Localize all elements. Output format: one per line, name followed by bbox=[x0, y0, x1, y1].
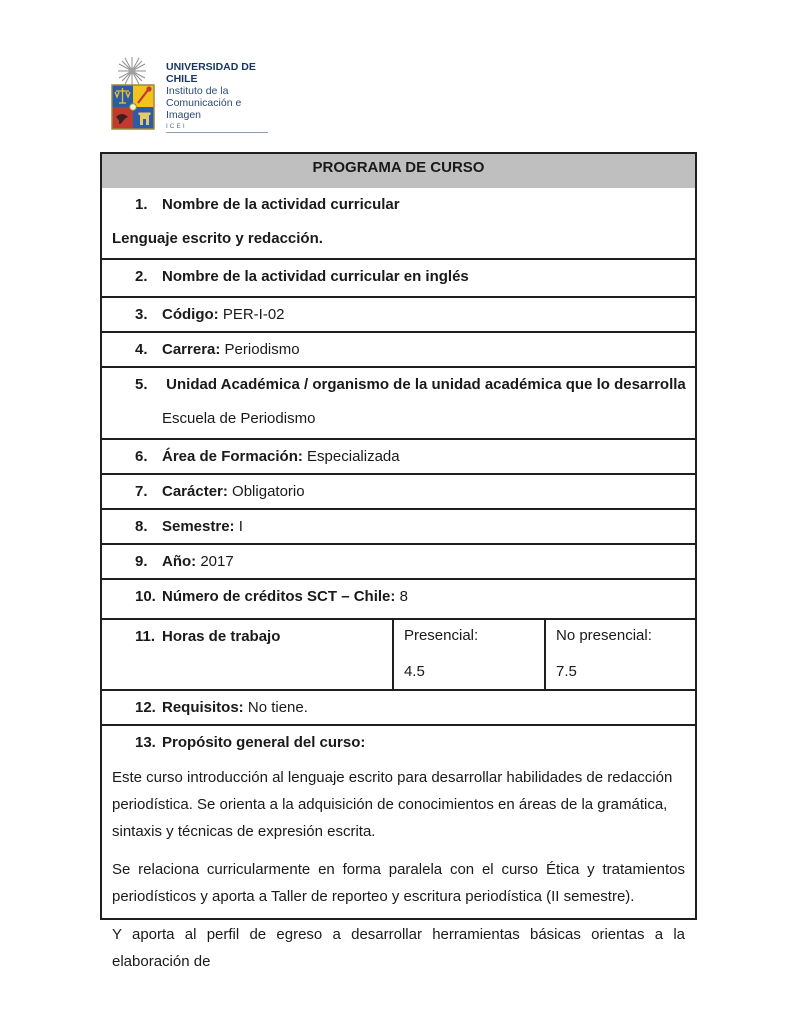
non-presential-hours: 7.5 bbox=[555, 663, 577, 680]
university-logo bbox=[110, 55, 268, 133]
sct-credits: 8 bbox=[399, 588, 408, 605]
row-area-formacion: 6. Área de Formación: Especializada bbox=[102, 438, 695, 473]
presential-hours-cell bbox=[392, 620, 544, 689]
university-crest-icon bbox=[110, 55, 158, 133]
non-presential-label: No presencial: bbox=[555, 627, 652, 644]
row-proposito-general: 13. Propósito general del curso: Este curso introducción al lenguaje escrito para desarrollar habilidades de redacción periodística. Se orienta a la adquisición de conocimientos en áreas de la gramática, sintaxis y técnicas de expresión escrita. Se relaciona curricularmente en forma paralela con el curso Ética y tratamientos periodísticos y aporta a Taller de reporteo y escritura periodística (II semestre). Y aporta al perfil de egreso a desarrollar herramientas básicas orientas a la elaboración de bbox=[102, 724, 695, 918]
logo-acronym: ICEI bbox=[166, 123, 187, 130]
career-name: Periodismo bbox=[224, 341, 300, 358]
row-requisitos: 12. Requisitos: No tiene. bbox=[102, 689, 695, 724]
row-nombre-actividad bbox=[102, 188, 695, 258]
course-name: Lenguaje escrito y redacción. bbox=[112, 230, 323, 247]
semester: I bbox=[238, 518, 243, 535]
work-hours-label-cell: 11. Horas de trabajo bbox=[135, 628, 281, 645]
course-code: PER-I-02 bbox=[222, 306, 285, 323]
non-presential-hours-cell bbox=[544, 620, 695, 689]
row-1-label: 1. Nombre de la actividad curricular bbox=[135, 196, 400, 213]
row-codigo: 3. Código: PER-I-02 bbox=[102, 296, 695, 331]
formation-area: Especializada bbox=[307, 448, 400, 465]
row-carrera: 4. Carrera: Periodismo bbox=[102, 331, 695, 366]
row-creditos: 10. Número de créditos SCT – Chile: 8 bbox=[102, 578, 695, 618]
year: 2017 bbox=[200, 553, 234, 570]
row-semestre: 8. Semestre: I bbox=[102, 508, 695, 543]
purpose-paragraph-2: Se relaciona curricularmente en forma paralela con el curso Ética y tratamientos periodísticos y aporta a Taller de reporteo y escritura periodística (II semestre). bbox=[112, 861, 685, 905]
table-title: PROGRAMA DE CURSO bbox=[102, 154, 695, 188]
row-caracter: 7. Carácter: Obligatorio bbox=[102, 473, 695, 508]
course-program-table bbox=[100, 152, 697, 970]
purpose-paragraph-1: Este curso introducción al lenguaje escrito para desarrollar habilidades de redacción periodística. Se orienta a la adquisición de conocimientos en áreas de la gramática, sintaxis y técnicas de expresión escrita. bbox=[112, 769, 673, 840]
logo-text-block bbox=[166, 61, 268, 133]
academic-unit: Escuela de Periodismo bbox=[162, 410, 316, 427]
prerequisites: No tiene. bbox=[247, 699, 308, 716]
purpose-paragraph-3: Y aporta al perfil de egreso a desarrollar herramientas básicas orientas a la elaboración de bbox=[112, 926, 685, 970]
presential-hours: 4.5 bbox=[403, 663, 425, 680]
logo-institute-line1: Instituto de la bbox=[166, 85, 229, 97]
row-horas-trabajo bbox=[102, 618, 695, 689]
row-unidad-academica: 5. Unidad Académica / organismo de la unidad académica que lo desarrolla Escuela de Periodismo bbox=[102, 366, 695, 438]
row-anio: 9. Año: 2017 bbox=[102, 543, 695, 578]
logo-institute-line2: Comunicación e Imagen bbox=[166, 97, 242, 121]
course-character: Obligatorio bbox=[232, 483, 305, 500]
row-nombre-ingles: 2. Nombre de la actividad curricular en inglés bbox=[102, 258, 695, 296]
logo-university-name: UNIVERSIDAD DE CHILE bbox=[166, 61, 256, 85]
presential-label: Presencial: bbox=[403, 627, 479, 644]
